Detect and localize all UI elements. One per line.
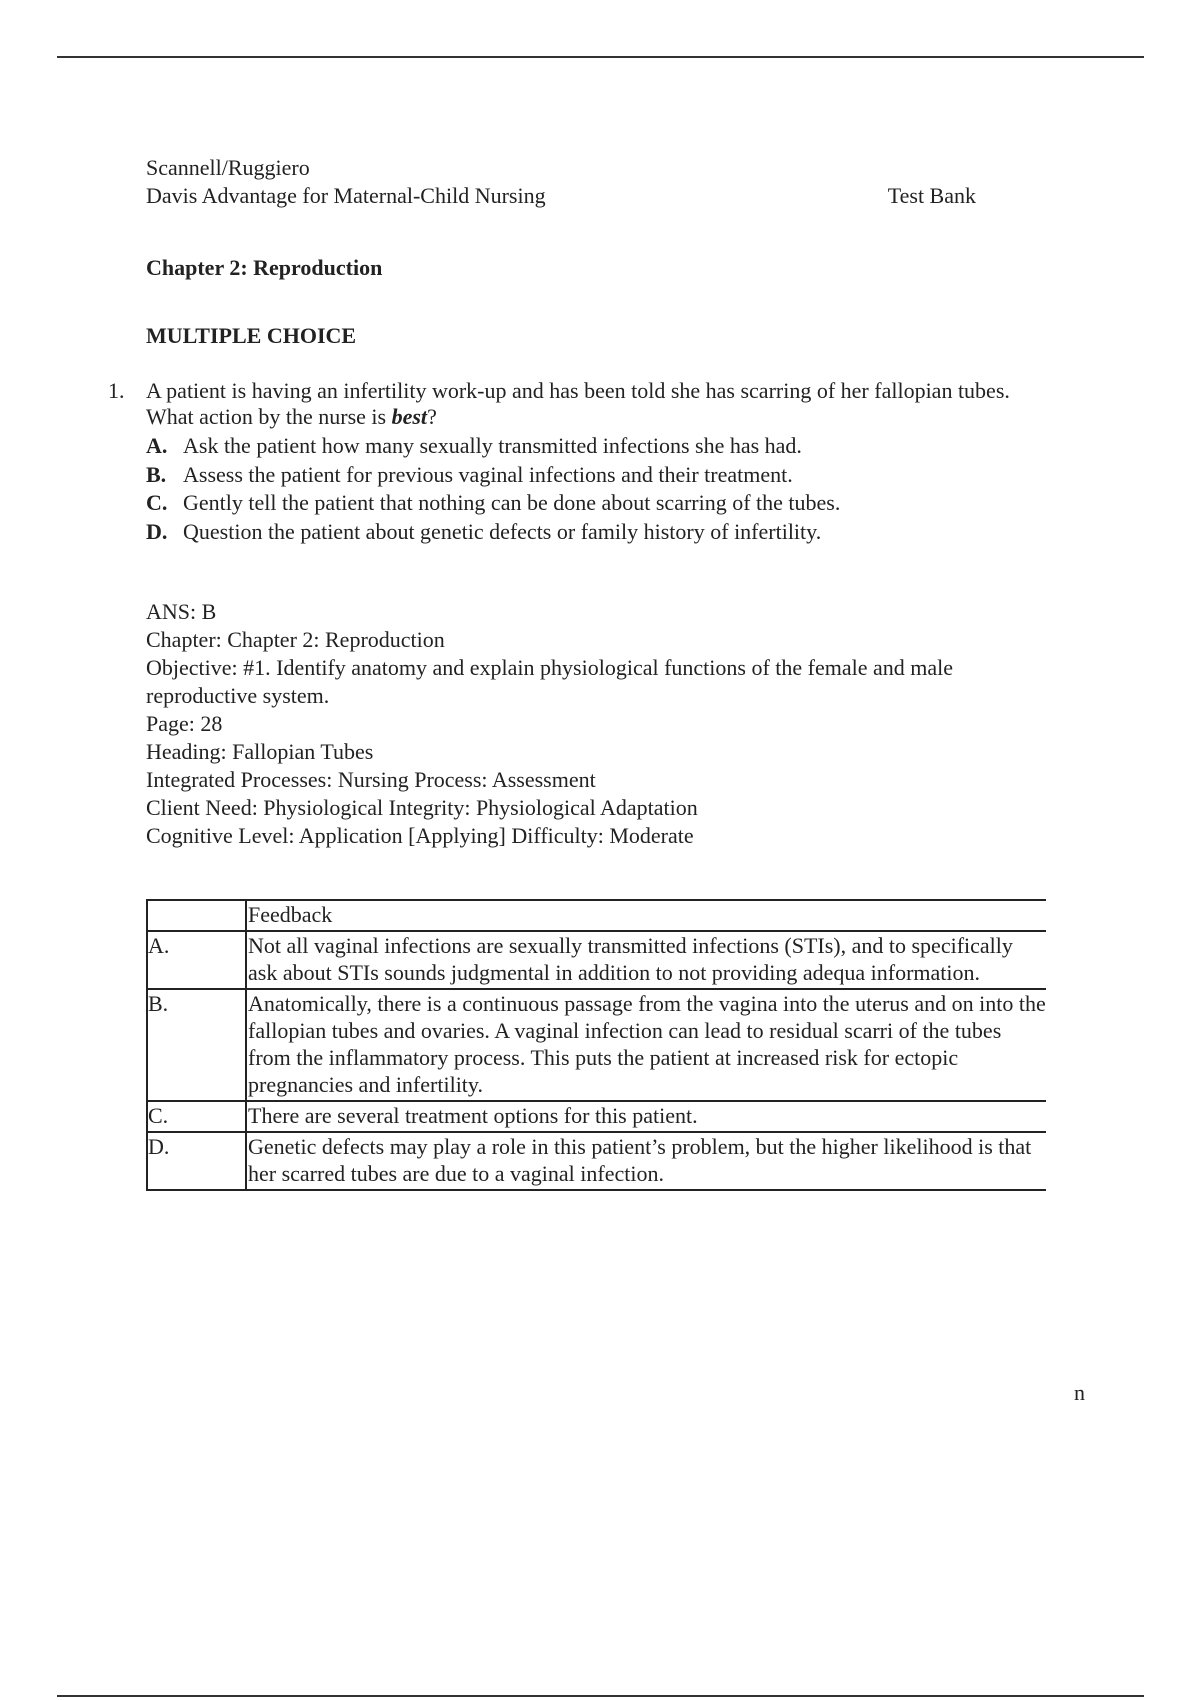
meta-objective: Objective: #1. Identify anatomy and explain physiological functions of the female and male reproductive system. — [146, 655, 954, 708]
table-cell-feedback: Genetic defects may play a role in this patient’s problem, but the higher likelihood is that her scarred tubes are due to a vaginal infection. — [246, 1132, 1046, 1190]
answer-options — [146, 432, 1048, 546]
table-cell-letter: D. — [147, 1132, 246, 1190]
question-text-after: ? — [427, 404, 437, 429]
top-rule — [57, 56, 1144, 58]
doc-type: Test Bank — [887, 183, 976, 208]
table-row — [147, 1132, 1046, 1190]
meta-page: Page: 28 — [146, 711, 223, 736]
option-text: Ask the patient how many sexually transmitted infections she has had. — [183, 433, 802, 458]
answer-key: ANS: B — [146, 599, 217, 624]
table-header-cell-feedback: Feedback — [246, 900, 1046, 931]
table-cell-feedback: There are several treatment options for this patient. — [246, 1101, 1046, 1132]
header-title-row — [146, 182, 976, 210]
option-b — [146, 461, 1048, 490]
table-cell-letter: A. — [147, 931, 246, 989]
document-header — [146, 154, 976, 210]
question-emphasis: best — [391, 404, 428, 429]
table-row — [147, 989, 1046, 1101]
question-text-before: A patient is having an infertility work-up and has been told she has scarring of her fallopian tubes. What action by the nurse is — [146, 378, 1010, 429]
table-header-row — [147, 900, 1046, 931]
meta-integrated-processes: Integrated Processes: Nursing Process: Assessment — [146, 767, 596, 792]
table-cell-letter: C. — [147, 1101, 246, 1132]
option-letter: A. — [146, 433, 168, 458]
section-title: MULTIPLE CHOICE — [146, 323, 357, 348]
table-row — [147, 1101, 1046, 1132]
meta-cognitive-level: Cognitive Level: Application [Applying] Difficulty: Moderate — [146, 823, 694, 848]
option-a — [146, 432, 1048, 461]
question-text — [146, 378, 1048, 430]
authors: Scannell/Ruggiero — [146, 155, 310, 180]
table-row — [147, 931, 1046, 989]
option-c — [146, 489, 1048, 518]
option-letter: C. — [146, 490, 168, 515]
page-marker: n — [1074, 1380, 1085, 1405]
feedback-table — [146, 899, 1046, 1191]
option-letter: B. — [146, 461, 167, 487]
chapter-title: Chapter 2: Reproduction — [146, 255, 383, 280]
question-stem — [108, 378, 1048, 430]
option-text: Gently tell the patient that nothing can be done about scarring of the tubes. — [183, 490, 841, 515]
question-1 — [108, 378, 1048, 546]
table-cell-feedback: Not all vaginal infections are sexually transmitted infections (STIs), and to specifically ask about STIs sounds judgmental in addition to not providing adequa information. — [246, 931, 1046, 989]
meta-client-need: Client Need: Physiological Integrity: Physiological Adaptation — [146, 795, 698, 820]
table-cell-letter: B. — [147, 989, 246, 1101]
question-number: 1. — [108, 378, 125, 403]
option-text: Assess the patient for previous vaginal infections and their treatment. — [183, 461, 793, 487]
option-d — [146, 518, 1048, 547]
table-cell-feedback: Anatomically, there is a continuous passage from the vagina into the uterus and on into the fallopian tubes and ovaries. A vaginal infection can lead to residual scarri of the tubes from the inflammatory process. This puts the patient at increased risk for ectopic pregnancies and infertility. — [246, 989, 1046, 1101]
meta-chapter: Chapter: Chapter 2: Reproduction — [146, 627, 445, 652]
answer-metadata — [146, 598, 1046, 850]
table-header-cell-left — [147, 900, 246, 931]
bottom-rule — [57, 1695, 1144, 1697]
option-letter: D. — [146, 518, 168, 544]
book-title: Davis Advantage for Maternal-Child Nursing — [146, 183, 546, 208]
option-text: Question the patient about genetic defects or family history of infertility. — [183, 518, 822, 544]
meta-heading: Heading: Fallopian Tubes — [146, 739, 374, 764]
